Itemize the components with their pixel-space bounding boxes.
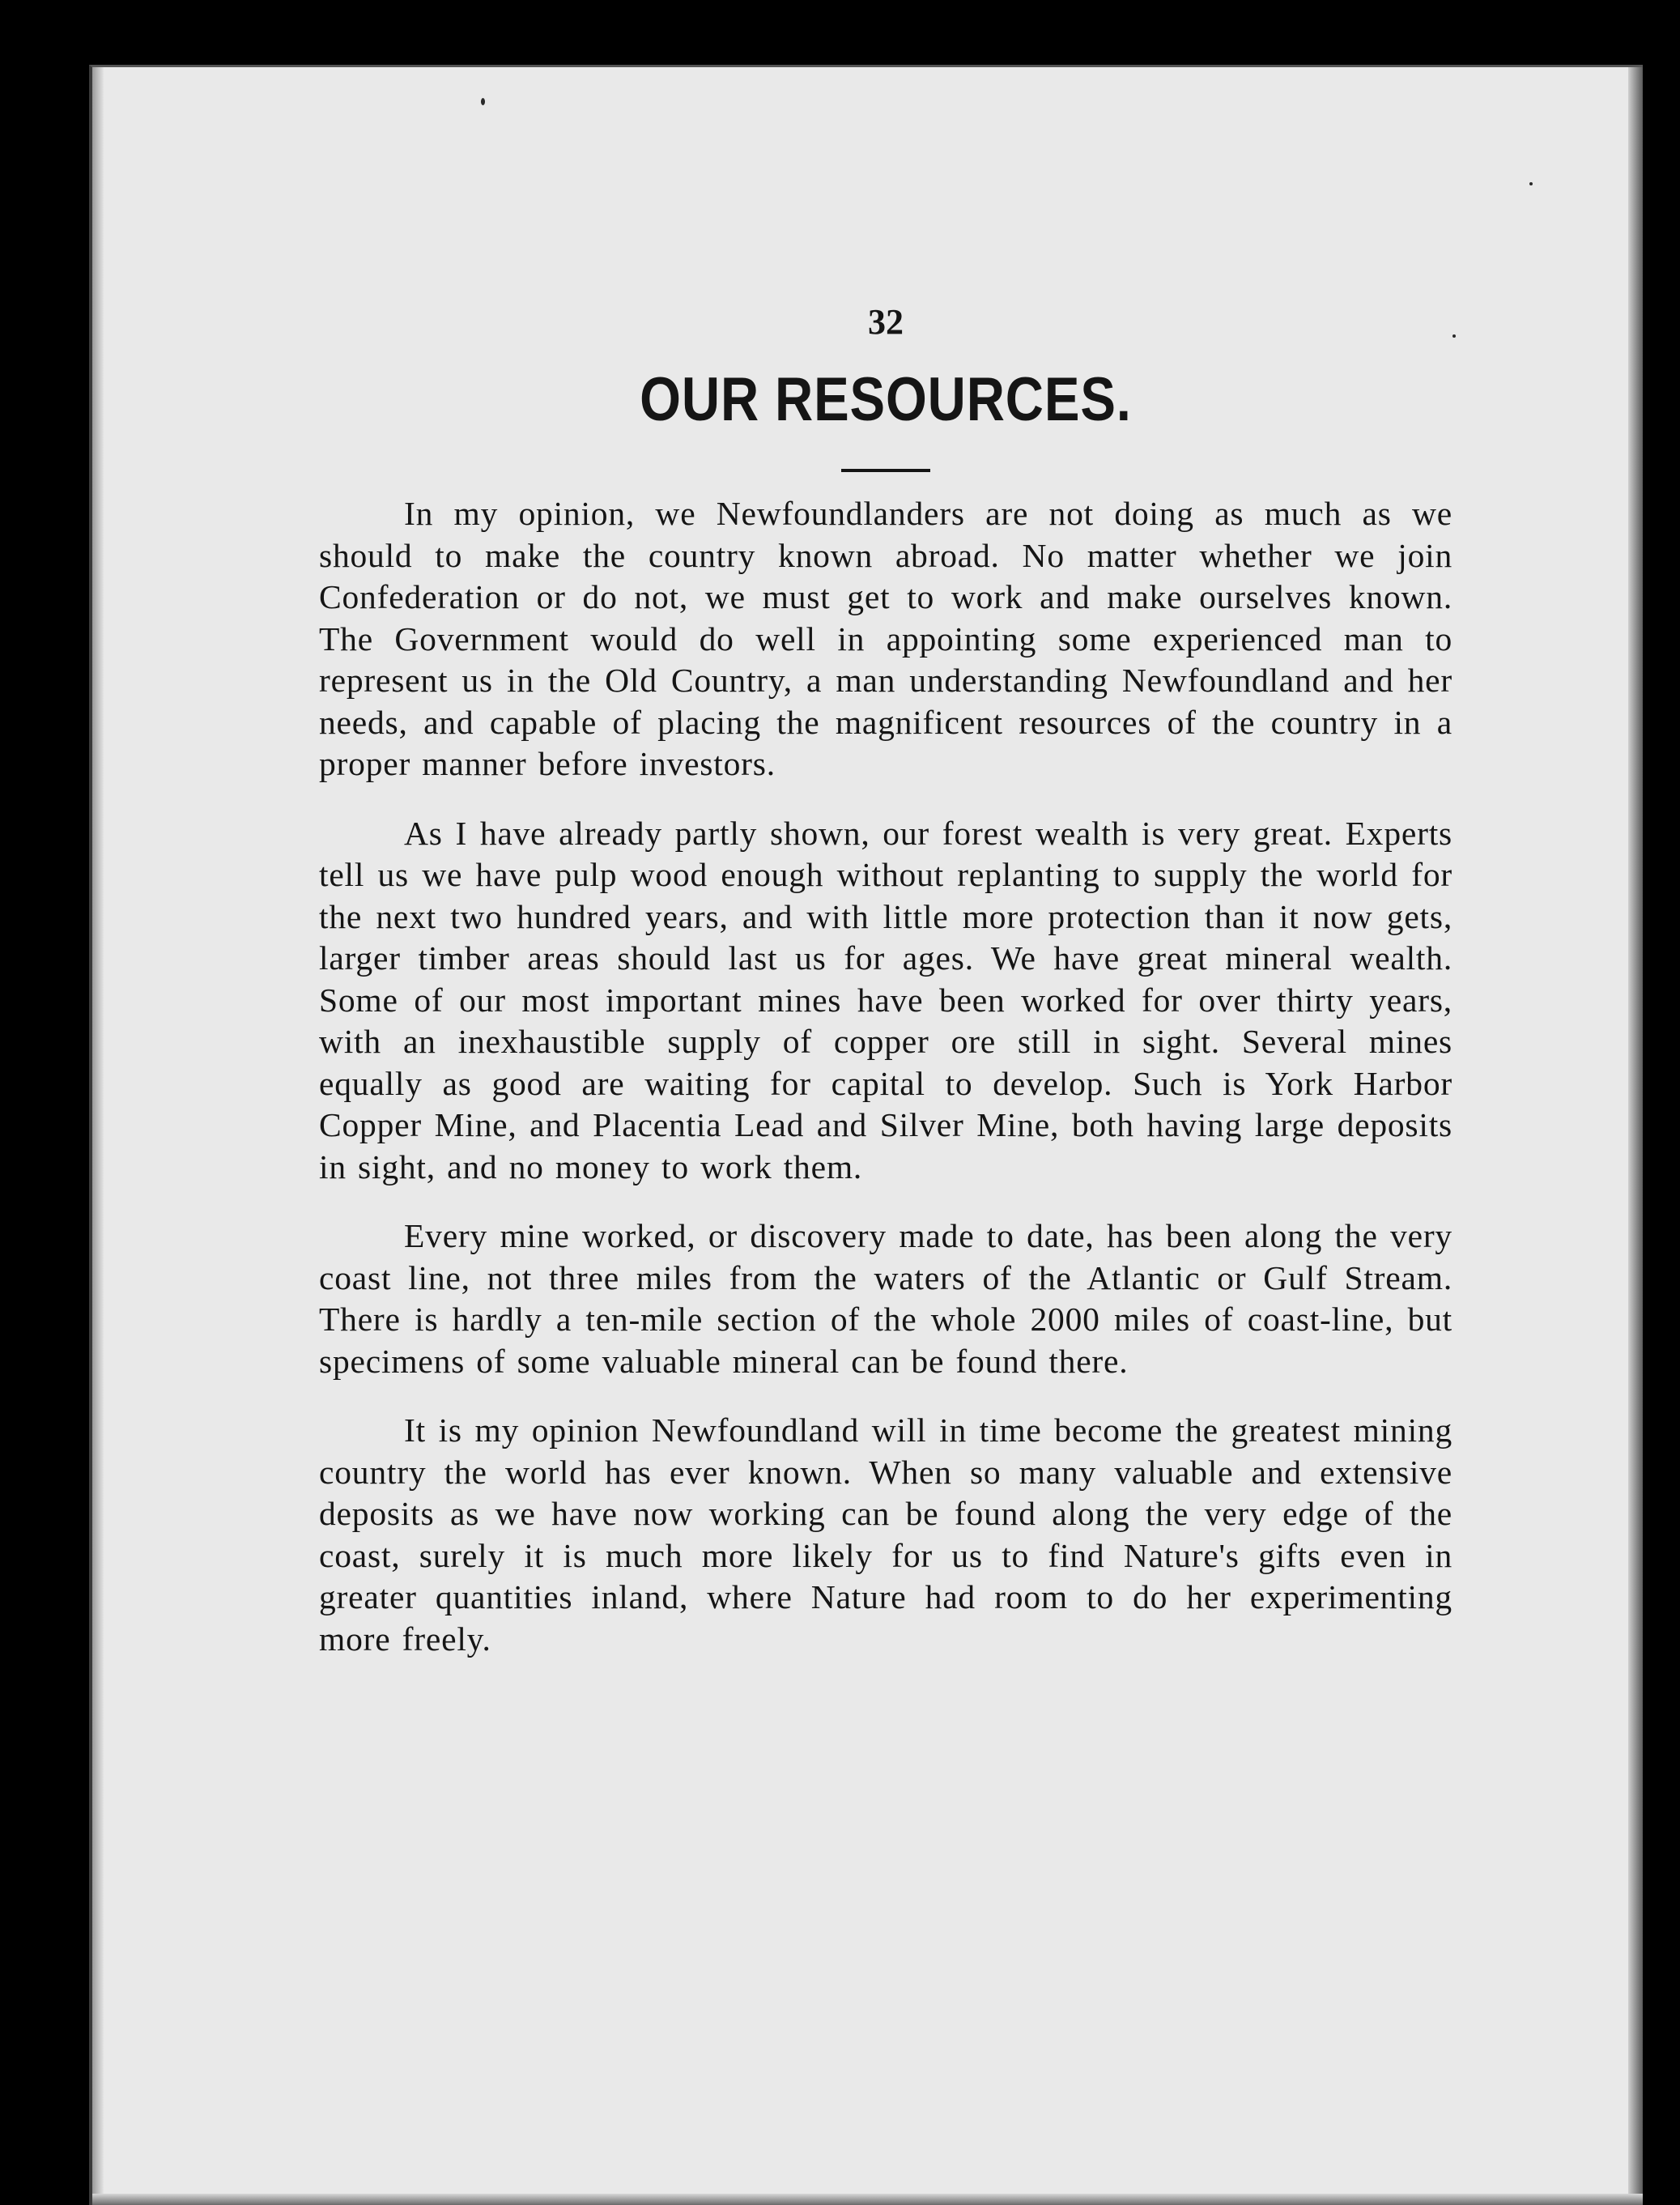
page-content bbox=[319, 298, 1452, 1688]
scanned-page bbox=[89, 65, 1643, 2205]
page-title: OUR RESOURCES. bbox=[640, 365, 1132, 434]
scan-speck bbox=[1529, 182, 1533, 185]
paragraph-1: In my opinion, we Newfoundlanders are not doing as much as we should to make the country known abroad. No matter whether we join Confederation or do not, we must get to work and make ourselves known. The Government would do well in appointing some experienced man to represent us in the Old Country, a man understanding Newfoundland and her needs, and capable of placing the magnificent resources of the country in a proper manner before investors. bbox=[319, 495, 1452, 782]
paragraph-2: As I have already partly shown, our forest wealth is very great. Experts tell us we have pulp wood enough without replanting to supply the world for the next two hundred years, and with little more protection than it now gets, larger timber areas should last us for ages. We have great mineral wealth. Some of our most important mines have been worked for over thirty years, with an inexhaustible supply of copper ore still in sight. Several mines equally as good are waiting for capital to develop. Such is York Harbor Copper Mine, and Placentia Lead and Silver Mine, both having large deposits in sight, and no money to work them. bbox=[319, 814, 1452, 1186]
page-number: 32 bbox=[868, 302, 904, 342]
paragraph-4: It is my opinion Newfoundland will in time become the greatest mining country the world has ever known. When so many valuable and extensive deposits as we have now working can be found along the very edge of the coast, surely it is much more likely for us to find Nature's gifts even in greater quantities inland, where Nature had room to do her experimenting more freely. bbox=[319, 1411, 1452, 1658]
title-divider bbox=[841, 469, 930, 472]
scan-speck bbox=[1452, 334, 1456, 338]
page-right-edge bbox=[1628, 67, 1643, 2205]
page-bottom-edge bbox=[92, 2194, 1643, 2205]
scan-speck bbox=[481, 98, 485, 105]
page-left-edge bbox=[92, 67, 104, 2205]
paragraph-3: Every mine worked, or discovery made to date, has been along the very coast line, not three miles from the waters of the Atlantic or Gulf Stream. There is hardly a ten-mile section of the whole 2000 miles of coast-line, but specimens of some valuable mineral can be found there. bbox=[319, 1217, 1452, 1380]
